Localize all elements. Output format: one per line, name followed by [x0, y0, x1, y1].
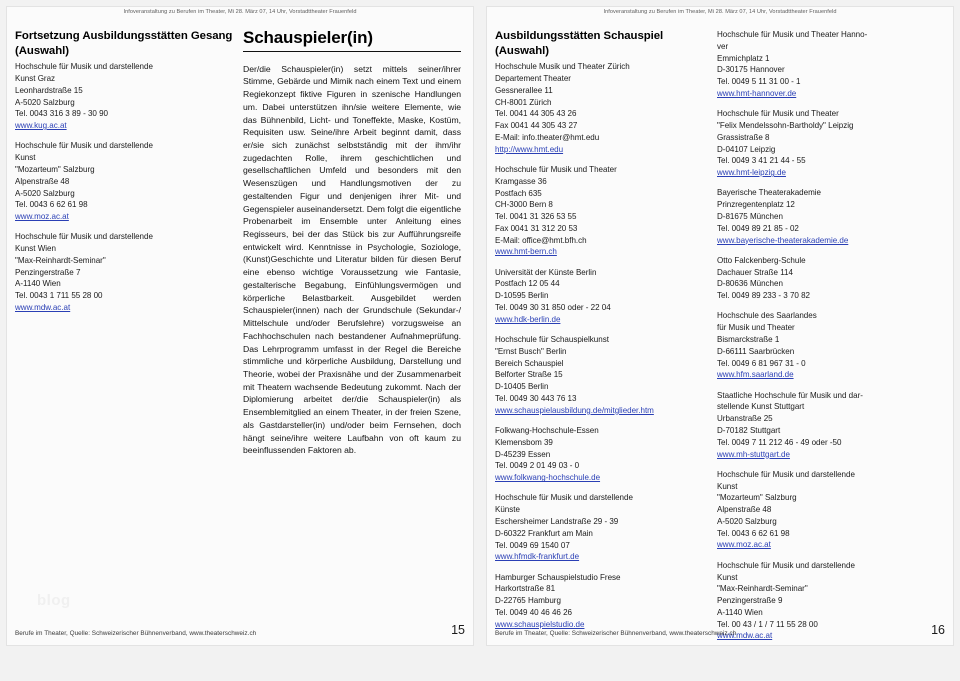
institution-detail-line: ver — [717, 41, 729, 51]
institution-detail-line: stellende Kunst Stuttgart — [717, 402, 805, 412]
institution-detail-line: Gessnerallee 11 — [495, 85, 553, 95]
institution-detail-line: Klemensbom 39 — [495, 437, 553, 447]
institution-website-link[interactable]: www.schauspielstudio.de — [495, 619, 585, 629]
institution-detail-line: Bismarckstraße 1 — [717, 334, 780, 344]
institution-detail-line: Tel. 0049 89 21 85 - 02 — [717, 223, 799, 233]
institution-detail-line: Otto Falckenberg-Schule — [717, 255, 806, 265]
column-schauspiel-ausbildungsstaetten-1 — [495, 29, 707, 629]
institution-detail-line: Tel. 0049 89 233 - 3 70 82 — [717, 291, 810, 301]
institution-website-link[interactable]: www.mdw.ac.at — [717, 631, 773, 641]
institution-detail-line: Tel. 0043 6 62 61 98 — [15, 200, 88, 210]
institution-detail-line: für Musik und Theater — [717, 323, 795, 333]
institution-website-link[interactable]: www.hdk-berlin.de — [495, 314, 561, 324]
institution-detail-line: Leonhardstraße 15 — [15, 85, 83, 95]
institution-website-link[interactable]: www.mh-stuttgart.de — [717, 449, 790, 459]
institution-website-link[interactable]: www.hmt-leipzig.de — [717, 168, 786, 178]
institution-detail-line: Tel. 0041 31 326 53 55 — [495, 212, 577, 222]
footer-source-note: Berufe im Theater, Quelle: Schweizerischer Bühnenverband, www.theaterschweiz.ch — [495, 630, 737, 637]
institution-detail-line: "Max-Reinhardt-Seminar" — [15, 255, 106, 265]
institution-detail-line: Hochschule für Musik und darstellende — [717, 469, 855, 479]
institution-detail-line: Harkortstraße 81 — [495, 584, 556, 594]
institution-detail-line: "Max-Reinhardt-Seminar" — [717, 584, 808, 594]
institution-website-link[interactable]: http://www.hmt.edu — [495, 144, 564, 154]
institution-detail-line: Tel. 0041 44 305 43 26 — [495, 109, 577, 119]
institution-website-link[interactable]: www.moz.ac.at — [717, 540, 771, 550]
institution-website-link[interactable]: www.schauspielausbildung.de/mitglieder.htm — [495, 405, 654, 415]
institution-detail-line: D-10405 Berlin — [495, 382, 549, 392]
institution-detail-line: A-5020 Salzburg — [15, 188, 75, 198]
entry-list-schauspiel-2 — [717, 29, 929, 642]
institution-detail-line: Postfach 635 — [495, 188, 542, 198]
institution-entry — [717, 108, 929, 179]
institution-detail-line: Fax 0041 44 305 43 27 — [495, 121, 578, 131]
institution-website-link[interactable]: www.moz.ac.at — [15, 212, 69, 222]
institution-website-link[interactable]: www.hfm.saarland.de — [717, 370, 794, 380]
institution-detail-line: Penzingerstraße 9 — [717, 596, 783, 606]
institution-website-link[interactable]: www.kug.ac.at — [15, 121, 67, 131]
institution-detail-line: Departement Theater — [495, 73, 571, 83]
institution-detail-line: Hochschule für Musik und darstellende — [495, 493, 633, 503]
institution-detail-line: Hamburger Schauspielstudio Frese — [495, 572, 621, 582]
institution-detail-line: Tel. 0049 2 01 49 03 - 0 — [495, 461, 580, 471]
institution-detail-line: D-60322 Frankfurt am Main — [495, 528, 593, 538]
institution-detail-line: "Felix Mendelssohn-Bartholdy" Leipzig — [717, 120, 854, 130]
institution-detail-line: Tel. 0049 7 11 212 46 - 49 oder -50 — [717, 437, 842, 447]
institution-detail-line: Grassistraße 8 — [717, 132, 770, 142]
column-gesang-ausbildungsstaetten — [15, 29, 233, 615]
institution-website-link[interactable]: www.mdw.ac.at — [15, 303, 71, 313]
slide-15-footer — [15, 623, 465, 637]
institution-detail-line: Bayerische Theaterakademie — [717, 188, 821, 198]
institution-detail-line: D-45239 Essen — [495, 449, 551, 459]
institution-website-link[interactable]: www.hfmdk-frankfurt.de — [495, 552, 580, 562]
institution-detail-line: D-81675 München — [717, 211, 783, 221]
institution-detail-line: Fax 0041 31 312 20 53 — [495, 223, 578, 233]
institution-detail-line: "Mozarteum" Salzburg — [15, 164, 95, 174]
institution-detail-line: D-22765 Hamburg — [495, 596, 561, 606]
institution-detail-line: A-1140 Wien — [15, 279, 61, 289]
institution-detail-line: Prinzregentenplatz 12 — [717, 200, 795, 210]
institution-detail-line: Hochschule Musik und Theater Zürich — [495, 62, 630, 72]
institution-detail-line: Hochschule des Saarlandes — [717, 311, 817, 321]
institution-detail-line: Hochschule für Musik und darstellende — [15, 141, 153, 151]
institution-detail-line: "Mozarteum" Salzburg — [717, 493, 797, 503]
institution-detail-line: Tel. 0043 6 62 61 98 — [717, 528, 790, 538]
institution-entry — [495, 267, 707, 326]
institution-detail-line: Kunst Wien — [15, 244, 56, 254]
institution-detail-line: Belforter Straße 15 — [495, 370, 563, 380]
institution-detail-line: Staatliche Hochschule für Musik und dar- — [717, 390, 863, 400]
section-title-schauspiel: Ausbildungsstätten Schauspiel (Auswahl) — [495, 30, 664, 57]
institution-detail-line: Bereich Schauspiel — [495, 358, 564, 368]
institution-detail-line: Tel. 0043 316 3 89 - 30 90 — [15, 109, 108, 119]
institution-detail-line: Kramgasse 36 — [495, 176, 547, 186]
page-number: 15 — [451, 623, 465, 637]
institution-detail-line: Universität der Künste Berlin — [495, 267, 597, 277]
institution-entry — [495, 572, 707, 631]
institution-detail-line: CH-3000 Bern 8 — [495, 200, 553, 210]
institution-detail-line: Tel. 0049 69 1540 07 — [495, 540, 570, 550]
institution-website-link[interactable]: www.hmt-bern.ch — [495, 247, 557, 257]
institution-detail-line: D-80636 München — [717, 279, 783, 289]
institution-detail-line: Hochschule für Musik und Theater Hanno- — [717, 30, 868, 39]
page-title-schauspieler: Schauspieler(in) — [243, 29, 461, 52]
institution-detail-line: Dachauer Straße 114 — [717, 267, 793, 277]
institution-detail-line: Künste — [495, 505, 520, 515]
institution-detail-line: Folkwang-Hochschule-Essen — [495, 426, 599, 436]
blog-watermark: blog — [37, 592, 71, 609]
institution-entry — [495, 334, 707, 416]
institution-detail-line: Hochschule für Schauspielkunst — [495, 335, 609, 345]
slide-15 — [6, 6, 474, 646]
institution-detail-line: Tel. 0049 6 81 967 31 - 0 — [717, 358, 806, 368]
institution-detail-line: Tel. 0049 30 31 850 oder - 22 04 — [495, 303, 611, 313]
institution-website-link[interactable]: www.bayerische-theaterakademie.de — [717, 235, 849, 245]
institution-detail-line: D-70182 Stuttgart — [717, 425, 781, 435]
institution-detail-line: Hochschule für Musik und Theater — [495, 164, 617, 174]
institution-detail-line: D-10595 Berlin — [495, 291, 549, 301]
institution-detail-line: Tel. 0049 30 443 76 13 — [495, 394, 577, 403]
institution-detail-line: Emmichplatz 1 — [717, 53, 770, 63]
institution-entry — [717, 255, 929, 302]
entry-list-schauspiel-1 — [495, 61, 707, 630]
institution-detail-line: Kunst — [717, 572, 738, 582]
section-title-gesang: Fortsetzung Ausbildungsstätten Gesang (Auswahl) — [15, 30, 233, 57]
institution-entry — [495, 425, 707, 484]
institution-detail-line: Alpenstraße 48 — [15, 176, 70, 186]
column-schauspieler-description — [243, 29, 461, 615]
institution-entry — [717, 390, 929, 461]
institution-detail-line: A-5020 Salzburg — [15, 97, 75, 107]
institution-website-link[interactable]: www.hmt-hannover.de — [717, 88, 797, 98]
institution-detail-line: Hochschule für Musik und darstellende — [15, 62, 153, 72]
institution-detail-line: Hochschule für Musik und darstellende — [717, 560, 855, 570]
institution-entry — [717, 29, 929, 100]
institution-detail-line: Kunst — [717, 481, 738, 491]
institution-detail-line: E-Mail: office@hmt.bfh.ch — [495, 235, 587, 245]
institution-detail-line: A-5020 Salzburg — [717, 516, 777, 526]
institution-detail-line: Tel. 0043 1 711 55 28 00 — [15, 291, 103, 301]
slide-16-footer — [495, 623, 945, 637]
institution-entry — [495, 164, 707, 258]
slide-16 — [486, 6, 954, 646]
institution-detail-line: CH-8001 Zürich — [495, 97, 552, 107]
column-schauspiel-ausbildungsstaetten-2 — [717, 29, 929, 641]
institution-detail-line: "Ernst Busch" Berlin — [495, 346, 567, 356]
institution-detail-line: A-1140 Wien — [717, 607, 763, 617]
institution-detail-line: D-30175 Hannover — [717, 65, 785, 75]
institution-detail-line: Alpenstraße 48 — [717, 505, 772, 515]
institution-detail-line: Postfach 12 05 44 — [495, 279, 560, 289]
institution-detail-line: Tel. 00 43 / 1 / 7 11 55 28 00 — [717, 619, 818, 629]
entry-list-gesang — [15, 61, 233, 314]
institution-detail-line: Kunst Graz — [15, 73, 56, 83]
institution-detail-line: Tel. 0049 5 11 31 00 - 1 — [717, 77, 801, 87]
schauspieler-description-text: Der/die Schauspieler(in) setzt mittels seiner/ihrer Stimme, Gebärde und Mimik nach einem Text und einem Regiekonzept fiktive Figuren in szenische Handlungen um. Dabei unterstützen ihn/sie weitere Elemente, wie das Bühnenbild, Licht- und Toneffekte, Maske, Kostüm, Requisiten usw. Seine/ihre Arbeit beginnt damit, dass er/sie sich zunächst selbstständig mit der ihm/ihr zugedachten Rolle, ihrem geschichtlichen und gesellschaftlichen Umfeld und besonders mit den Wesenszügen und Handlungsmotiven der zu gestaltenden Figur und denjenigen ihrer Mit- und Gegenspieler auseinandersetzt. Dem folgt die eigentliche Probenarbeit im Ensemble unter Anleitung eines Regisseurs, bei der das Stück bis zur Aufführungsreife entwickelt wird. Kenntnisse in Psychologie, Soziologe, (Kunst)Geschichte und Literatur bilden für diesen Beruf eine ebenso wichtige Voraussetzung wie Fantasie, gestalterische Begabung, Einfühlungsvermögen und körperliche Belastbarkeit. Ausgebildet werden Schauspieler(innen) nach der Grundschule (Sekundar-/ Mittelschule und/oder Berufslehre) vorzugsweise an Fachhochschulen nach bestandener Aufnahmeprüfung. Das Lehrprogramm umfasst in der Regel die Bereiche stimmliche und körperliche Ausbildung, Darstellung und Theorie, wobei der Praxisnähe und der Zusammenarbeit mit Theatern wachsende Bedeutung zukommt. Nach der Diplomierung arbeitet der/die Schauspieler(in) als Ensemblemitglied an einem Theater, in der freien Szene, als Gastdarsteller(in) und/oder beim Fernsehen, doch hängt seine/ihre weitere Laufbahn von oft kaum zu beeinflussenden Faktoren ab. — [243, 63, 461, 456]
institution-detail-line: D-66111 Saarbrücken — [717, 346, 795, 356]
institution-detail-line: D-04107 Leipzig — [717, 144, 776, 154]
institution-entry — [495, 492, 707, 563]
footer-source-note: Berufe im Theater, Quelle: Schweizerischer Bühnenverband, www.theaterschweiz.ch — [15, 630, 257, 637]
institution-detail-line: E-Mail: info.theater@hmt.edu — [495, 132, 600, 142]
slide-running-header: Infoveranstaltung zu Berufen im Theater, Mi 28. März 07, 14 Uhr, Vorstadttheater Frauenfeld — [123, 9, 357, 15]
institution-entry — [15, 140, 233, 222]
institution-entry — [495, 61, 707, 155]
institution-entry — [717, 469, 929, 551]
institution-detail-line: Kunst — [15, 153, 36, 163]
institution-detail-line: Eschersheimer Landstraße 29 - 39 — [495, 517, 619, 527]
institution-entry — [717, 310, 929, 381]
institution-detail-line: Penzingerstraße 7 — [15, 267, 81, 277]
page-number: 16 — [931, 623, 945, 637]
institution-detail-line: Hochschule für Musik und darstellende — [15, 232, 153, 242]
institution-entry — [15, 231, 233, 313]
institution-detail-line: Tel. 0049 3 41 21 44 - 55 — [717, 156, 806, 166]
institution-website-link[interactable]: www.folkwang-hochschule.de — [495, 473, 601, 483]
institution-entry — [15, 61, 233, 132]
slide-15-columns — [15, 29, 467, 615]
slide-running-header: Infoveranstaltung zu Berufen im Theater, Mi 28. März 07, 14 Uhr, Vorstadttheater Frauenfeld — [603, 9, 837, 15]
institution-detail-line: Hochschule für Musik und Theater — [717, 109, 839, 119]
institution-detail-line: Tel. 0049 40 46 46 26 — [495, 608, 572, 617]
document-page-right — [480, 0, 960, 681]
institution-entry — [717, 187, 929, 246]
institution-detail-line: Urbanstraße 25 — [717, 414, 773, 424]
